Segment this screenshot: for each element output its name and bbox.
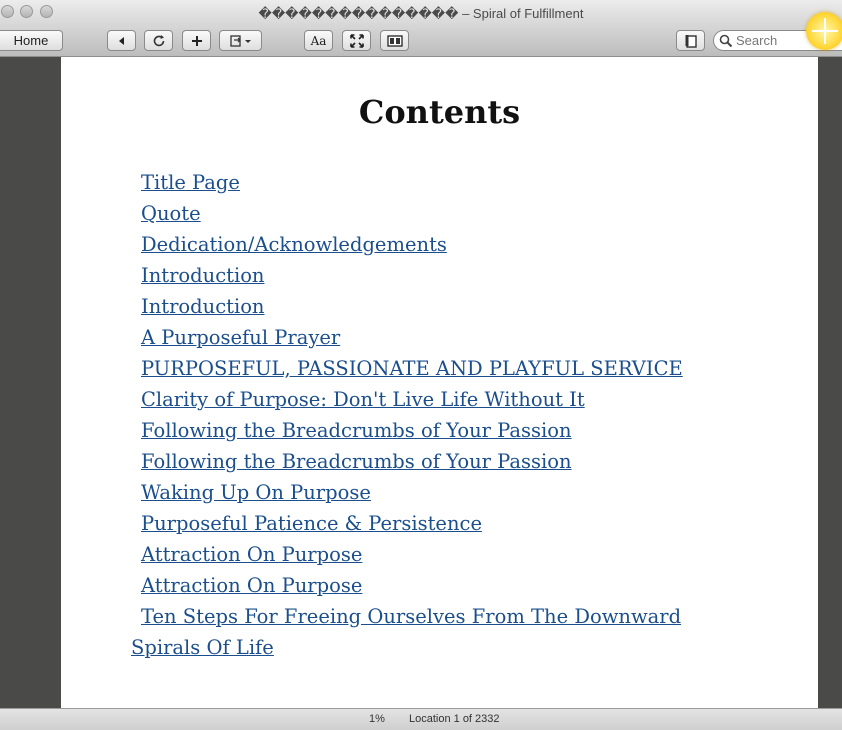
toc-link[interactable]: Dedication/Acknowledgements — [141, 233, 447, 256]
toc-item — [131, 167, 751, 198]
toc-item — [131, 477, 751, 508]
toc-link[interactable]: Title Page — [141, 171, 240, 194]
toc-item — [131, 291, 751, 322]
page-title: Contents — [358, 93, 521, 131]
toc-item — [131, 570, 751, 601]
toc-link[interactable]: Attraction On Purpose — [141, 543, 363, 566]
cursor-highlight-icon — [806, 12, 842, 50]
bookmark-menu-icon — [229, 34, 253, 48]
toc-link[interactable]: Quote — [141, 202, 201, 225]
toc-link[interactable]: Ten Steps For Freeing Ourselves From The Downward Spirals Of Life — [131, 605, 682, 659]
toc-link[interactable]: A Purposeful Prayer — [141, 326, 341, 349]
fullscreen-icon — [350, 34, 364, 48]
toc-item — [131, 508, 751, 539]
refresh-button[interactable] — [144, 30, 173, 51]
toc-link[interactable]: Introduction — [141, 295, 265, 318]
toolbar — [0, 26, 842, 57]
toc-item — [131, 415, 751, 446]
toc-link[interactable]: Clarity of Purpose: Don't Live Life Without It — [141, 388, 585, 411]
toc-item — [131, 446, 751, 477]
two-page-icon — [387, 35, 403, 47]
toc-item — [131, 601, 751, 663]
toc-item — [131, 260, 751, 291]
location-indicator: Location 1 of 2332 — [409, 713, 500, 725]
toc-item — [131, 384, 751, 415]
home-button[interactable]: Home — [0, 30, 63, 51]
refresh-icon — [152, 34, 166, 48]
status-bar — [0, 708, 842, 730]
two-page-view-button[interactable] — [380, 30, 409, 51]
toc-item — [131, 539, 751, 570]
toc-item — [131, 322, 751, 353]
back-button[interactable] — [107, 30, 136, 51]
toc-item — [131, 353, 751, 384]
font-settings-button[interactable]: Aa — [304, 30, 333, 51]
add-bookmark-button[interactable] — [182, 30, 211, 51]
toc-link[interactable]: Purposeful Patience & Persistence — [141, 512, 482, 535]
fullscreen-button[interactable] — [342, 30, 371, 51]
bookmark-menu-button[interactable] — [219, 30, 262, 51]
book-page — [61, 57, 818, 708]
toc-link[interactable]: Following the Breadcrumbs of Your Passion — [141, 450, 572, 473]
search-icon — [719, 34, 733, 48]
toc-link[interactable]: PURPOSEFUL, PASSIONATE AND PLAYFUL SERVICE — [141, 357, 683, 380]
toc-link[interactable]: Introduction — [141, 264, 265, 287]
toc-item — [131, 198, 751, 229]
toc-item — [131, 229, 751, 260]
library-icon — [684, 34, 698, 48]
toc-link[interactable]: Attraction On Purpose — [141, 574, 363, 597]
toc-link[interactable]: Following the Breadcrumbs of Your Passion — [141, 419, 572, 442]
table-of-contents — [131, 167, 751, 663]
toc-link[interactable]: Waking Up On Purpose — [141, 481, 371, 504]
title-bar — [0, 0, 842, 26]
back-arrow-icon — [117, 36, 127, 46]
library-button[interactable] — [676, 30, 705, 51]
window-title: ��������������� – Spiral of Fulfillment — [258, 6, 584, 21]
reading-progress-percent: 1% — [369, 713, 385, 725]
search-placeholder: Search — [736, 33, 778, 48]
plus-icon — [191, 35, 203, 47]
